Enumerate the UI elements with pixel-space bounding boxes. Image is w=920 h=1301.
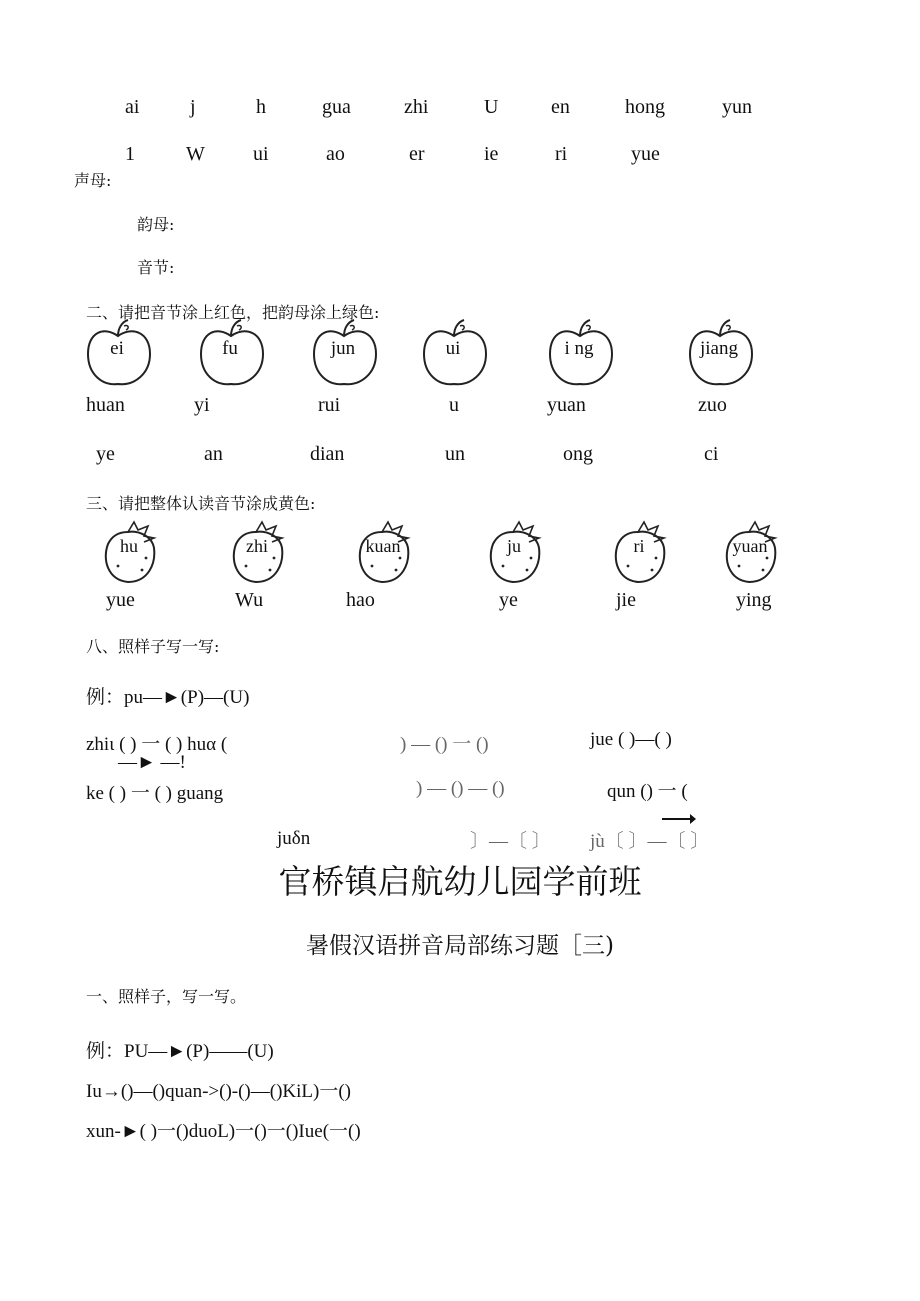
strawberry-icon [719, 514, 789, 586]
pinyin-item: ai [125, 96, 140, 118]
strawberry-label: ri [633, 536, 645, 556]
strawberry-icon [98, 514, 168, 586]
section8-line2: —► —! [118, 752, 186, 773]
pinyin-item: er [409, 143, 425, 165]
syllable-item: ye [96, 443, 115, 465]
strawberry-icon [352, 514, 422, 586]
section3-heading: 三、请把整体认读音节涂成黄色: [86, 494, 316, 513]
syllable-item: zuo [698, 394, 727, 416]
apple-label: jiang [700, 338, 738, 359]
section8-line3-b: ) — () — () [416, 778, 505, 799]
apple-icon [310, 318, 376, 384]
syllable-item: huan [86, 394, 125, 416]
pinyin-item: 1 [125, 143, 135, 165]
apple-icon [546, 318, 612, 384]
pinyin-item: ie [484, 143, 499, 165]
section8-line1-a: zhiι ( ) 一 ( ) huα ( [86, 734, 228, 755]
syllable-item: Wu [235, 589, 264, 611]
strawberry-icon [608, 514, 678, 586]
syllable-item: ying [736, 589, 772, 611]
section1-line2: xun-►( )一()duoL)一()一()Iue(一() [86, 1121, 361, 1142]
pinyin-item: W [186, 143, 205, 165]
strawberry-icon [226, 514, 296, 586]
section1-line1: Iu→()—()quan->()-()—()KiL)一() [86, 1081, 351, 1102]
strawberry-label: kuan [365, 536, 401, 556]
section8-line3-a: ke ( ) 一 ( ) guang [86, 783, 224, 804]
yinjie-label: 音节: [137, 258, 175, 277]
syllable-item: yue [106, 589, 135, 611]
strawberry-icon [483, 514, 553, 586]
section1-heading: 一、照样子，写一写。 [86, 987, 247, 1006]
syllable-item: hao [346, 589, 375, 611]
pinyin-item: U [484, 96, 499, 118]
apple-icon [84, 318, 150, 384]
strawberry-label: ju [506, 536, 521, 556]
pinyin-item: gua [322, 96, 351, 118]
pinyin-item: ao [326, 143, 345, 165]
section1-example: 例：PU—►(P)——(U) [86, 1041, 274, 1062]
pinyin-item: zhi [404, 96, 429, 118]
syllable-item: yi [194, 394, 210, 416]
syllable-item: rui [318, 394, 341, 416]
pinyin-item: h [256, 96, 266, 118]
strawberry-label: yuan [732, 536, 768, 556]
arrow-right-icon [660, 812, 696, 826]
section8-line4-b: 〕—〔 〕 [470, 831, 551, 852]
page-title: 官桥镇启航幼儿园学前班 [278, 862, 642, 901]
apple-icon [197, 318, 263, 384]
pinyin-item: j [190, 96, 196, 118]
strawberry-label: hu [120, 536, 138, 556]
syllable-item: u [449, 394, 459, 416]
apple-icon [686, 318, 752, 384]
section8-line4-c: jù〔 〕—〔 〕 [590, 831, 710, 852]
syllable-item: an [204, 443, 223, 465]
syllable-item: ong [563, 443, 593, 465]
pinyin-item: ri [555, 143, 568, 165]
syllable-item: jie [616, 589, 636, 611]
syllable-item: yuan [547, 394, 586, 416]
syllable-item: dian [310, 443, 345, 465]
section8-line3-c: qun () 一 ( [607, 781, 688, 802]
section8-heading: 八、照样子写一写: [86, 637, 220, 656]
pinyin-item: en [551, 96, 570, 118]
yunmu-label: 韵母: [137, 215, 175, 234]
section8-line1-c: jue ( )—( ) [590, 729, 672, 750]
section8-line1-b: ) — () 一 () [400, 734, 489, 755]
apple-label: jun [330, 338, 356, 359]
section2-heading: 二、请把音节涂上红色，把韵母涂上绿色: [86, 303, 380, 322]
syllable-item: ye [499, 589, 518, 611]
section8-line4-a: juδn [277, 828, 311, 849]
page-subtitle: 暑假汉语拼音局部练习题［三) [306, 933, 614, 959]
shengmu-label: 声母: [74, 171, 112, 190]
section8-example: 例：pu—►(P)—(U) [86, 687, 250, 708]
syllable-item: ci [704, 443, 719, 465]
apple-label: i ng [564, 338, 594, 359]
pinyin-item: yue [631, 143, 660, 165]
pinyin-item: yun [722, 96, 752, 118]
strawberry-label: zhi [246, 536, 268, 556]
apple-label: fu [222, 338, 238, 359]
apple-label: ui [445, 338, 461, 359]
apple-label: ei [110, 338, 124, 359]
syllable-item: un [445, 443, 465, 465]
pinyin-item: hong [625, 96, 665, 118]
apple-icon [420, 318, 486, 384]
pinyin-item: ui [253, 143, 269, 165]
